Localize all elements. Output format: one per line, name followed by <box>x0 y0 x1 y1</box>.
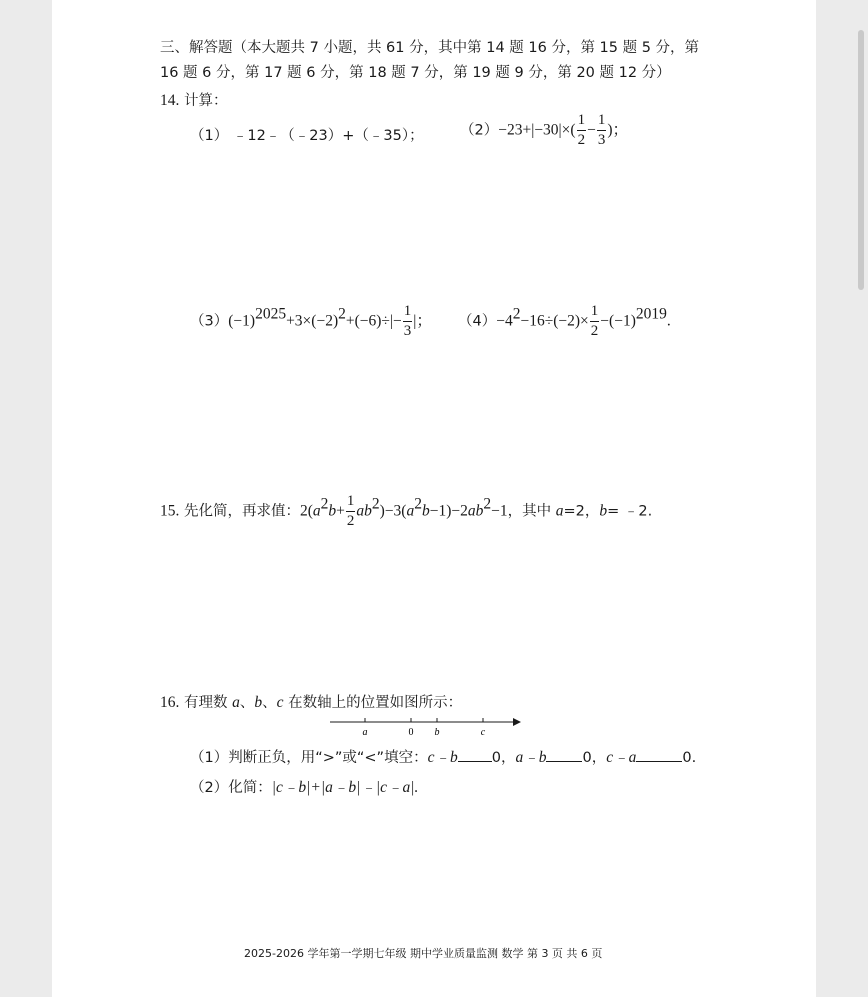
q16-part1-zero3: 0. <box>682 750 697 766</box>
q14-part4-exp1: 2 <box>512 305 521 323</box>
q14-part3-tail: |； <box>413 312 432 330</box>
answer-blank-2[interactable] <box>546 749 582 762</box>
number-line-figure <box>325 712 525 740</box>
q16-sep2: 、 <box>262 695 277 711</box>
scrollbar-thumb[interactable] <box>858 30 864 290</box>
q14-part3-term1: (−1) <box>228 312 256 330</box>
q14-part4-term1: −4 <box>496 312 513 330</box>
q15-var-b1: b <box>328 502 337 520</box>
q14-part4-tail: . <box>666 312 671 330</box>
section-header-line1: 三、解答题（本大题共 7 小题，共 61 分，其中第 14 题 16 分，第 15 题 5 分，第 <box>160 40 700 56</box>
q14-part4-exp2: 2019 <box>635 305 667 323</box>
q14-part4-term2: −16÷(−2)× <box>520 312 589 330</box>
q16-header <box>160 691 462 712</box>
q14-part2-frac1: $\frac{1}{2}$ <box>577 112 586 148</box>
page-footer: 2025-2026 学年第一学期七年级 期中学业质量监测 数学 第 3 页 共 6 页 <box>244 947 603 960</box>
label-b: b <box>434 727 440 738</box>
q15-term2: )−3( <box>379 502 407 520</box>
q16-part1-expr2: a﹣b <box>515 749 547 766</box>
q16-sep1: 、 <box>239 695 255 711</box>
q14-part3-exp1: 2025 <box>255 305 287 323</box>
q14-part2-frac2: $\frac{1}{3}$ <box>597 112 606 148</box>
q15-term3: −1)−2 <box>429 502 468 520</box>
q15 <box>160 494 652 529</box>
q15-var-b2: b <box>421 502 430 520</box>
q16-part1-expr1: c﹣b <box>427 749 458 766</box>
q14-part3-term3: +(−6)÷|− <box>345 312 402 330</box>
q16-prompt-post: 在数轴上的位置如图所示： <box>283 695 463 711</box>
q15-var-ab2: ab <box>467 502 484 520</box>
q16-part1-label: （1）判断正负，用“>”或“<”填空： <box>190 750 428 766</box>
q14-part3-exp2: 2 <box>338 305 346 323</box>
q16-part1-expr3: c﹣a <box>606 749 637 766</box>
q15-exp4: 2 <box>483 495 492 513</box>
q15-frac: $\frac{1}{2}$ <box>346 493 355 529</box>
q14-part3-label: （3） <box>190 313 229 330</box>
q14-part4-term3: −(−1) <box>600 312 636 330</box>
q15-var-a1: a <box>312 502 321 520</box>
section-header-line2: 16 题 6 分，第 17 题 6 分，第 18 题 7 分，第 19 题 9 分，第 20 题 12 分） <box>160 65 671 81</box>
q14-part4-frac: $\frac{1}{2}$ <box>590 303 599 339</box>
q16-part2 <box>190 775 418 797</box>
q15-cond-var-b: b <box>599 502 608 520</box>
q15-exp2: 2 <box>371 495 380 513</box>
q14-part4-label: （4） <box>458 313 497 330</box>
q14-part2-lead: −23+|−30|×( <box>498 121 576 139</box>
q16-number: 16. <box>160 694 180 711</box>
answer-blank-3[interactable] <box>636 749 682 762</box>
q16-part1-zero2: 0， <box>582 750 607 766</box>
q14-part4 <box>458 304 671 339</box>
q15-prompt: 先化简，再求值： <box>183 503 300 520</box>
q14-part2 <box>460 113 628 148</box>
q14-part2-tail: )； <box>607 121 628 139</box>
q14-part3-term2: +3×(−2) <box>286 312 339 330</box>
q16-part1-zero1: 0， <box>491 750 516 766</box>
number-line-arrow-icon <box>513 718 521 726</box>
label-c: c <box>480 727 486 738</box>
q15-var-ab: ab <box>356 502 372 520</box>
q14-part1 <box>190 124 424 145</box>
q16-part2-expr: |c﹣b|+|a﹣b|﹣|c﹣a|. <box>271 779 419 796</box>
q16-part1 <box>190 745 696 767</box>
q15-cond-var-a: a <box>555 502 564 520</box>
q14-prompt: 计算： <box>183 93 228 109</box>
q15-plus: + <box>336 502 345 520</box>
q14-part3 <box>190 304 432 339</box>
q14-part2-label: （2） <box>460 122 499 139</box>
q16-var-b: b <box>254 694 263 711</box>
q16-var-a: a <box>232 694 240 711</box>
q15-var-a2: a <box>406 502 415 520</box>
q16-var-c: c <box>276 694 284 711</box>
label-a: a <box>362 727 368 738</box>
label-0: 0 <box>408 727 414 738</box>
q15-term4: −1 <box>491 502 508 520</box>
q15-term1: 2( <box>299 502 313 520</box>
q15-cond-mid: =2， <box>563 503 600 520</box>
q14-number: 14. <box>160 92 180 109</box>
q16-prompt-pre: 有理数 <box>183 695 233 711</box>
q14-part2-minus: − <box>587 121 596 139</box>
q16-part2-label: （2）化简： <box>190 780 272 796</box>
q15-exp3: 2 <box>414 495 422 513</box>
q14-part3-frac: $\frac{1}{3}$ <box>403 303 412 339</box>
q15-cond-end: = ﹣2. <box>607 503 653 520</box>
q15-number: 15. <box>160 502 180 520</box>
q14-header <box>160 89 227 110</box>
answer-blank-1[interactable] <box>458 749 492 762</box>
q14-part1-label: （1） <box>190 128 229 144</box>
q15-exp1: 2 <box>320 495 329 513</box>
q14-part1-expr: ﹣12﹣（﹣23）+（﹣35）； <box>232 128 424 144</box>
q15-condition-text: ，其中 <box>507 503 556 520</box>
